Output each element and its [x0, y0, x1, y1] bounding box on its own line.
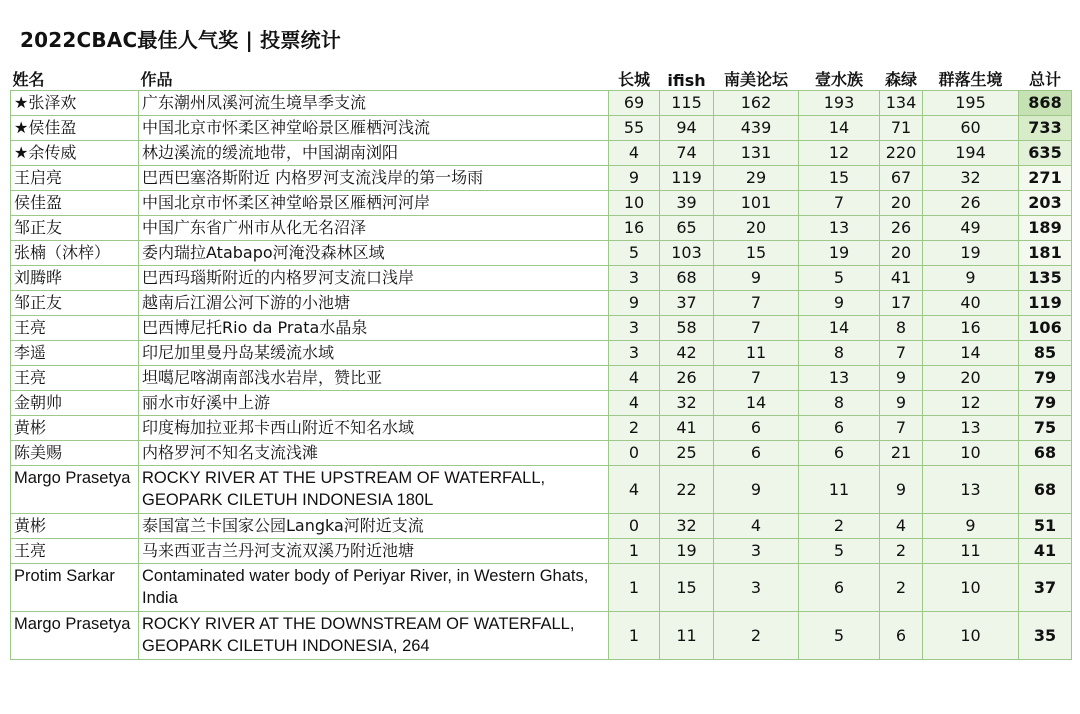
cell-nanmei: 14 — [714, 391, 799, 416]
cell-nanmei: 4 — [714, 514, 799, 539]
cell-qunluo: 32 — [923, 166, 1019, 191]
table-row — [11, 266, 1072, 291]
cell-nanmei: 20 — [714, 216, 799, 241]
cell-senlv: 2 — [880, 539, 923, 564]
cell-qunluo: 10 — [923, 612, 1019, 660]
cell-ifish: 39 — [660, 191, 714, 216]
cell-nanmei: 7 — [714, 366, 799, 391]
cell-qunluo: 14 — [923, 341, 1019, 366]
cell-changcheng: 0 — [609, 514, 660, 539]
cell-changcheng: 3 — [609, 316, 660, 341]
cell-work: 马来西亚吉兰丹河支流双溪乃附近池塘 — [139, 539, 609, 564]
cell-total: 135 — [1019, 266, 1072, 291]
cell-work: 内格罗河不知名支流浅滩 — [139, 441, 609, 466]
cell-name: 侯佳盈 — [11, 191, 139, 216]
header-changcheng: 长城 — [617, 70, 650, 89]
cell-senlv: 26 — [880, 216, 923, 241]
cell-work: 巴西博尼托Rio da Prata水晶泉 — [139, 316, 609, 341]
cell-work: 丽水市好溪中上游 — [139, 391, 609, 416]
cell-total: 106 — [1019, 316, 1072, 341]
table-row — [11, 241, 1072, 266]
table-row — [11, 366, 1072, 391]
cell-total: 41 — [1019, 539, 1072, 564]
cell-total: 181 — [1019, 241, 1072, 266]
cell-name: 王亮 — [11, 366, 139, 391]
cell-changcheng: 3 — [609, 266, 660, 291]
cell-yishuizu: 5 — [799, 612, 880, 660]
header-yishuizu: 壹水族 — [814, 70, 863, 89]
cell-work: 巴西玛瑙斯附近的内格罗河支流口浅岸 — [139, 266, 609, 291]
cell-qunluo: 16 — [923, 316, 1019, 341]
cell-name: 邹正友 — [11, 216, 139, 241]
cell-senlv: 9 — [880, 366, 923, 391]
cell-qunluo: 195 — [923, 91, 1019, 116]
cell-nanmei: 3 — [714, 539, 799, 564]
cell-senlv: 220 — [880, 141, 923, 166]
cell-changcheng: 1 — [609, 539, 660, 564]
table-row — [11, 216, 1072, 241]
cell-senlv: 4 — [880, 514, 923, 539]
cell-qunluo: 194 — [923, 141, 1019, 166]
cell-yishuizu: 6 — [799, 416, 880, 441]
cell-ifish: 22 — [660, 466, 714, 514]
cell-senlv: 21 — [880, 441, 923, 466]
cell-changcheng: 0 — [609, 441, 660, 466]
header-row — [11, 64, 1072, 91]
cell-name: Margo Prasetya — [11, 612, 139, 660]
cell-work: 巴西巴塞洛斯附近 内格罗河支流浅岸的第一场雨 — [139, 166, 609, 191]
cell-qunluo: 60 — [923, 116, 1019, 141]
cell-name: 王亮 — [11, 316, 139, 341]
cell-senlv: 41 — [880, 266, 923, 291]
cell-senlv: 9 — [880, 466, 923, 514]
cell-name: Margo Prasetya — [11, 466, 139, 514]
cell-total: 271 — [1019, 166, 1072, 191]
cell-name: ★张泽欢 — [11, 91, 139, 116]
cell-work: ROCKY RIVER AT THE DOWNSTREAM OF WATERFALL, GEOPARK CILETUH INDONESIA, 264 — [139, 612, 609, 660]
cell-work: 委内瑞拉Atabapo河淹没森林区域 — [139, 241, 609, 266]
cell-nanmei: 9 — [714, 266, 799, 291]
cell-yishuizu: 14 — [799, 116, 880, 141]
cell-nanmei: 6 — [714, 416, 799, 441]
cell-nanmei: 3 — [714, 564, 799, 612]
header-name: 姓名 — [12, 70, 45, 89]
cell-name: 王亮 — [11, 539, 139, 564]
cell-yishuizu: 9 — [799, 291, 880, 316]
cell-nanmei: 7 — [714, 316, 799, 341]
table-row — [11, 466, 1072, 514]
cell-work: ROCKY RIVER AT THE UPSTREAM OF WATERFALL, GEOPARK CILETUH INDONESIA 180L — [139, 466, 609, 514]
cell-changcheng: 3 — [609, 341, 660, 366]
cell-qunluo: 49 — [923, 216, 1019, 241]
cell-name: 陈美赐 — [11, 441, 139, 466]
table-row — [11, 291, 1072, 316]
cell-total: 868 — [1019, 91, 1072, 116]
cell-qunluo: 13 — [923, 416, 1019, 441]
cell-ifish: 94 — [660, 116, 714, 141]
table-row — [11, 612, 1072, 660]
cell-yishuizu: 8 — [799, 341, 880, 366]
cell-nanmei: 101 — [714, 191, 799, 216]
cell-yishuizu: 13 — [799, 366, 880, 391]
cell-changcheng: 4 — [609, 466, 660, 514]
cell-ifish: 32 — [660, 391, 714, 416]
cell-name: 王启亮 — [11, 166, 139, 191]
cell-nanmei: 131 — [714, 141, 799, 166]
cell-qunluo: 12 — [923, 391, 1019, 416]
cell-ifish: 42 — [660, 341, 714, 366]
cell-nanmei: 29 — [714, 166, 799, 191]
cell-qunluo: 20 — [923, 366, 1019, 391]
cell-total: 75 — [1019, 416, 1072, 441]
cell-name: 李遥 — [11, 341, 139, 366]
cell-ifish: 19 — [660, 539, 714, 564]
cell-work: 林边溪流的缓流地带，中国湖南浏阳 — [139, 141, 609, 166]
table-row — [11, 441, 1072, 466]
cell-total: 189 — [1019, 216, 1072, 241]
cell-changcheng: 16 — [609, 216, 660, 241]
cell-ifish: 65 — [660, 216, 714, 241]
cell-ifish: 25 — [660, 441, 714, 466]
cell-work: 坦噶尼喀湖南部浅水岩岸，赞比亚 — [139, 366, 609, 391]
cell-qunluo: 10 — [923, 564, 1019, 612]
header-work: 作品 — [140, 70, 173, 89]
header-ifish: ifish — [667, 71, 706, 90]
cell-changcheng: 9 — [609, 291, 660, 316]
header-qunluo: 群落生境 — [938, 70, 1003, 89]
cell-yishuizu: 2 — [799, 514, 880, 539]
cell-senlv: 20 — [880, 241, 923, 266]
cell-total: 51 — [1019, 514, 1072, 539]
table-row — [11, 514, 1072, 539]
cell-nanmei: 2 — [714, 612, 799, 660]
table-row — [11, 166, 1072, 191]
cell-work: 印度梅加拉亚邦卡西山附近不知名水域 — [139, 416, 609, 441]
header-nanmei: 南美论坛 — [723, 70, 788, 89]
cell-ifish: 58 — [660, 316, 714, 341]
cell-yishuizu: 14 — [799, 316, 880, 341]
cell-ifish: 41 — [660, 416, 714, 441]
cell-yishuizu: 5 — [799, 266, 880, 291]
cell-total: 635 — [1019, 141, 1072, 166]
cell-changcheng: 69 — [609, 91, 660, 116]
table-row — [11, 391, 1072, 416]
cell-work: 印尼加里曼丹岛某缓流水域 — [139, 341, 609, 366]
table-row — [11, 191, 1072, 216]
table-body — [11, 91, 1072, 660]
cell-ifish: 115 — [660, 91, 714, 116]
cell-changcheng: 9 — [609, 166, 660, 191]
cell-ifish: 37 — [660, 291, 714, 316]
cell-work: 越南后江湄公河下游的小池塘 — [139, 291, 609, 316]
cell-senlv: 7 — [880, 416, 923, 441]
cell-changcheng: 5 — [609, 241, 660, 266]
cell-total: 68 — [1019, 466, 1072, 514]
cell-nanmei: 162 — [714, 91, 799, 116]
table-row — [11, 416, 1072, 441]
cell-name: ★侯佳盈 — [11, 116, 139, 141]
cell-nanmei: 9 — [714, 466, 799, 514]
cell-qunluo: 11 — [923, 539, 1019, 564]
cell-work: 中国广东省广州市从化无名沼泽 — [139, 216, 609, 241]
table-row — [11, 91, 1072, 116]
cell-qunluo: 10 — [923, 441, 1019, 466]
cell-ifish: 74 — [660, 141, 714, 166]
cell-total: 85 — [1019, 341, 1072, 366]
cell-yishuizu: 193 — [799, 91, 880, 116]
cell-total: 35 — [1019, 612, 1072, 660]
cell-name: 金朝帅 — [11, 391, 139, 416]
cell-changcheng: 1 — [609, 612, 660, 660]
cell-ifish: 32 — [660, 514, 714, 539]
cell-senlv: 71 — [880, 116, 923, 141]
vote-table — [10, 64, 1072, 660]
cell-changcheng: 55 — [609, 116, 660, 141]
table-row — [11, 341, 1072, 366]
table-row — [11, 539, 1072, 564]
cell-ifish: 15 — [660, 564, 714, 612]
cell-yishuizu: 8 — [799, 391, 880, 416]
cell-total: 68 — [1019, 441, 1072, 466]
cell-total: 733 — [1019, 116, 1072, 141]
cell-changcheng: 4 — [609, 366, 660, 391]
cell-senlv: 67 — [880, 166, 923, 191]
cell-ifish: 68 — [660, 266, 714, 291]
cell-yishuizu: 19 — [799, 241, 880, 266]
cell-changcheng: 1 — [609, 564, 660, 612]
cell-ifish: 26 — [660, 366, 714, 391]
cell-nanmei: 439 — [714, 116, 799, 141]
cell-total: 79 — [1019, 366, 1072, 391]
cell-nanmei: 15 — [714, 241, 799, 266]
cell-work: 泰国富兰卡国家公园Langka河附近支流 — [139, 514, 609, 539]
cell-work: 中国北京市怀柔区神堂峪景区雁栖河浅流 — [139, 116, 609, 141]
cell-senlv: 8 — [880, 316, 923, 341]
cell-senlv: 134 — [880, 91, 923, 116]
cell-senlv: 17 — [880, 291, 923, 316]
cell-name: 刘腾晔 — [11, 266, 139, 291]
cell-changcheng: 2 — [609, 416, 660, 441]
cell-qunluo: 40 — [923, 291, 1019, 316]
cell-qunluo: 9 — [923, 266, 1019, 291]
header-senlv: 森绿 — [884, 70, 917, 89]
cell-ifish: 11 — [660, 612, 714, 660]
page-title: 2022CBAC最佳人气奖 | 投票统计 — [20, 28, 341, 52]
cell-yishuizu: 7 — [799, 191, 880, 216]
cell-changcheng: 4 — [609, 141, 660, 166]
cell-total: 119 — [1019, 291, 1072, 316]
cell-yishuizu: 6 — [799, 564, 880, 612]
cell-yishuizu: 11 — [799, 466, 880, 514]
table-row — [11, 116, 1072, 141]
cell-name: ★余传威 — [11, 141, 139, 166]
cell-qunluo: 19 — [923, 241, 1019, 266]
cell-name: Protim Sarkar — [11, 564, 139, 612]
header-total: 总计 — [1028, 70, 1061, 89]
cell-name: 黄彬 — [11, 514, 139, 539]
cell-senlv: 20 — [880, 191, 923, 216]
cell-yishuizu: 12 — [799, 141, 880, 166]
cell-yishuizu: 13 — [799, 216, 880, 241]
cell-qunluo: 9 — [923, 514, 1019, 539]
cell-work: Contaminated water body of Periyar River, in Western Ghats, India — [139, 564, 609, 612]
cell-qunluo: 13 — [923, 466, 1019, 514]
cell-name: 邹正友 — [11, 291, 139, 316]
cell-senlv: 9 — [880, 391, 923, 416]
cell-senlv: 6 — [880, 612, 923, 660]
cell-yishuizu: 5 — [799, 539, 880, 564]
cell-total: 37 — [1019, 564, 1072, 612]
cell-work: 广东潮州凤溪河流生境旱季支流 — [139, 91, 609, 116]
cell-nanmei: 7 — [714, 291, 799, 316]
cell-name: 张楠（沐梓） — [11, 241, 139, 266]
table-row — [11, 316, 1072, 341]
cell-changcheng: 4 — [609, 391, 660, 416]
cell-name: 黄彬 — [11, 416, 139, 441]
cell-yishuizu: 15 — [799, 166, 880, 191]
cell-nanmei: 6 — [714, 441, 799, 466]
cell-ifish: 119 — [660, 166, 714, 191]
cell-ifish: 103 — [660, 241, 714, 266]
cell-qunluo: 26 — [923, 191, 1019, 216]
cell-senlv: 2 — [880, 564, 923, 612]
table-row — [11, 564, 1072, 612]
cell-changcheng: 10 — [609, 191, 660, 216]
cell-nanmei: 11 — [714, 341, 799, 366]
cell-total: 203 — [1019, 191, 1072, 216]
cell-total: 79 — [1019, 391, 1072, 416]
table-row — [11, 141, 1072, 166]
cell-work: 中国北京市怀柔区神堂峪景区雁栖河河岸 — [139, 191, 609, 216]
cell-yishuizu: 6 — [799, 441, 880, 466]
cell-senlv: 7 — [880, 341, 923, 366]
